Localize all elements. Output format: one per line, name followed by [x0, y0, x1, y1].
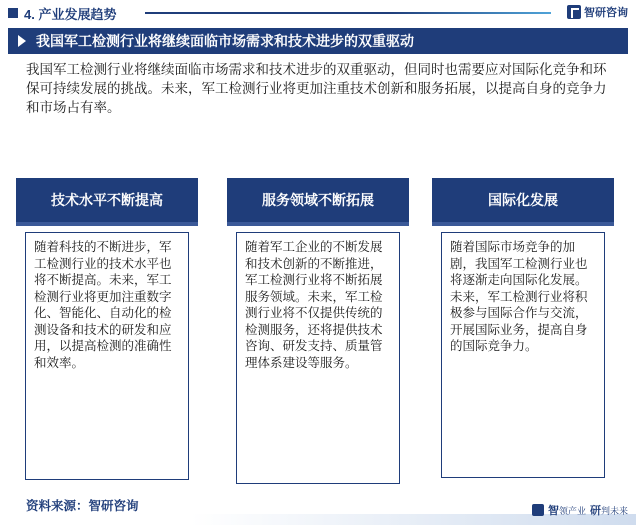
intro-paragraph: 我国军工检测行业将继续面临市场需求和技术进步的双重驱动，但同时也需要应对国际化竞争和环保可持续发展的挑战。未来，军工检测行业将更加注重技术创新和服务拓展，以提高自身的竞争力和市场占有率。	[26, 62, 607, 115]
footer-slogan-a	[548, 502, 586, 518]
brand-logo-icon	[567, 5, 581, 19]
card-body: 随着国际市场竞争的加剧，我国军工检测行业也将逐渐走向国际化发展。未来，军工检测行业将积极参与国际合作与交流，开展国际业务，提高自身的国际竞争力。	[441, 232, 605, 478]
card-title-underline	[432, 222, 614, 226]
header-divider	[145, 12, 551, 14]
section-title: 4. 产业发展趋势	[24, 7, 117, 22]
footer-logo-icon	[532, 504, 544, 516]
slogan-b-char: 研	[589, 505, 601, 517]
card-title: 国际化发展	[432, 178, 614, 222]
card-title-underline	[227, 222, 409, 226]
title-banner	[8, 28, 628, 54]
card-title: 技术水平不断提高	[16, 178, 198, 222]
brand	[567, 4, 628, 20]
card-body: 随着军工企业的不断发展和技术创新的不断推进，军工检测行业将不断拓展服务领域。未来，军工检测行业将不仅提供传统的检测服务，还将提供技术咨询、研发支持、质量管理体系建设等服务。	[236, 232, 400, 484]
top-header	[0, 0, 636, 26]
card-body: 随着科技的不断进步，军工检测行业的技术水平也将不断提高。未来，军工检测行业将更加注重数字化、智能化、自动化的检测设备和技术的研发和应用，以提高检测的准确性和效率。	[25, 232, 189, 480]
trend-card-services	[227, 178, 409, 484]
slogan-a-char: 智	[547, 505, 559, 517]
slogan-a-rest: 领产业	[558, 506, 586, 516]
card-title: 服务领域不断拓展	[227, 178, 409, 222]
card-title-underline	[16, 222, 198, 226]
trend-card-technology	[16, 178, 198, 480]
footer-brand	[532, 502, 628, 518]
play-arrow-icon	[18, 35, 26, 47]
brand-name: 智研咨询	[584, 7, 628, 19]
trend-card-international	[432, 178, 614, 478]
slogan-b-rest: 判未来	[600, 506, 628, 516]
data-source: 资料来源：智研咨询	[26, 499, 139, 513]
footer-slogan-b	[590, 502, 628, 518]
section-marker	[8, 8, 18, 18]
banner-title: 我国军工检测行业将继续面临市场需求和技术进步的双重驱动	[36, 33, 414, 49]
